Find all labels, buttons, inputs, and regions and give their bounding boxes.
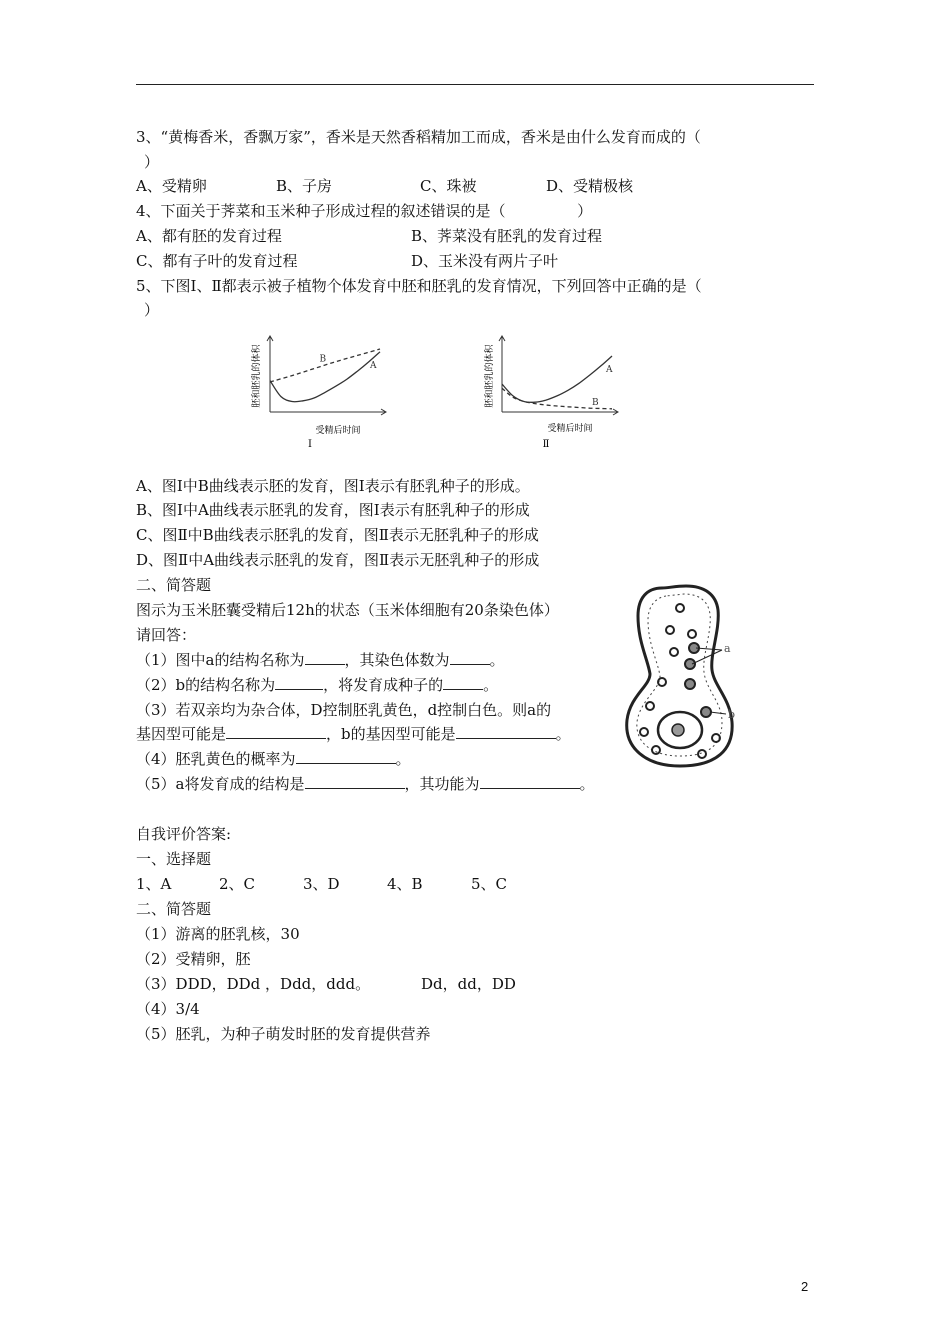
sq5-line — [136, 774, 595, 794]
sq3-line1: （3）若双亲均为杂合体，D控制胚乳黄色，d控制白色。则a的 — [136, 701, 552, 719]
q3-option-c: C、珠被 — [420, 177, 477, 195]
sq5-blank-1[interactable] — [305, 774, 405, 789]
sq3-text-a: 基因型可能是 — [136, 725, 227, 743]
chart-figure-1 — [248, 330, 398, 455]
q4-option-d: D、玉米没有两片子叶 — [411, 252, 559, 270]
answers-sub2: 二、简答题 — [136, 900, 212, 918]
answer-choice-1: 1、A — [136, 875, 172, 893]
q4-option-c: C、都有子叶的发育过程 — [136, 252, 298, 270]
sq4-text-b: 。 — [395, 750, 411, 768]
q3-option-a: A、受精卵 — [136, 177, 207, 195]
q5-stem-line1: 5、下图Ⅰ、Ⅱ都表示被子植物个体发育中胚和胚乳的发育情况，下列回答中正确的是（ — [136, 277, 702, 295]
answer-choice-3: 3、D — [303, 875, 340, 893]
chart2-series-A — [502, 356, 612, 402]
sq2-blank-1[interactable] — [275, 675, 323, 690]
q5-option-a: A、图Ⅰ中B曲线表示胚的发育，图Ⅰ表示有胚乳种子的形成。 — [136, 477, 530, 495]
page-number: 2 — [801, 1279, 809, 1294]
sq2-blank-2[interactable] — [443, 675, 483, 690]
label-a: a — [724, 642, 731, 655]
embryo-sac-outline — [627, 586, 732, 766]
chart1-caption: Ⅰ — [308, 439, 312, 450]
header-rule — [136, 84, 814, 85]
sq5-text-a: （5）a将发育成的结构是 — [136, 775, 305, 793]
answer-choice-2: 2、C — [219, 875, 256, 893]
answer-short-4: （4）3/4 — [136, 1000, 200, 1018]
sq4-blank[interactable] — [296, 749, 396, 764]
sq1-blank-2[interactable] — [450, 650, 490, 665]
q5-option-b: B、图Ⅰ中A曲线表示胚乳的发育，图Ⅰ表示有胚乳种子的形成 — [136, 501, 530, 519]
sq3-blank-1[interactable] — [226, 724, 326, 739]
chart1-series-label-B: B — [319, 354, 327, 365]
answer-short-3b: Dd，dd，DD — [421, 975, 516, 993]
chart2-xlabel: 受精后时间 — [547, 424, 593, 434]
answer-short-1: （1）游离的胚乳核，30 — [136, 925, 300, 943]
chart1-x-axis — [270, 409, 386, 415]
chart2-series-label-A: A — [606, 365, 613, 375]
chart-figure-2 — [478, 330, 628, 455]
q3-option-d: D、受精极核 — [546, 177, 634, 195]
sq1-text-c: 。 — [489, 651, 505, 669]
sq2-text-a: （2）b的结构名称为 — [136, 676, 276, 694]
sq2-text-c: 。 — [483, 676, 499, 694]
chart2-caption: Ⅱ — [542, 439, 550, 450]
q3-stem-line1: 3、“黄梅香米，香飘万家”，香米是天然香稻精加工而成，香米是由什么发育而成的（ — [136, 128, 701, 146]
embryo-sac-diagram — [622, 582, 750, 772]
chart1-y-axis — [267, 336, 273, 412]
sq5-text-b: ，其功能为 — [404, 775, 480, 793]
sq4-text-a: （4）胚乳黄色的概率为 — [136, 750, 296, 768]
answer-short-3a: （3）DDD，DDd ，Ddd，ddd。 — [136, 975, 371, 993]
q4-option-b: B、荠菜没有胚乳的发育过程 — [411, 227, 603, 245]
chart2-series-label-B: B — [592, 397, 599, 408]
sq3-blank-2[interactable] — [456, 724, 556, 739]
sq5-text-c: 。 — [579, 775, 595, 793]
answer-choice-4: 4、B — [387, 875, 423, 893]
sq1-blank-1[interactable] — [305, 650, 345, 665]
sq1-text-a: （1）图中a的结构名称为 — [136, 651, 305, 669]
sq2-line — [136, 675, 498, 695]
q3-stem-line2: ） — [144, 153, 160, 171]
label-b: b — [728, 708, 736, 721]
q4-stem: 4、下面关于荠菜和玉米种子形成过程的叙述错误的是（ ） — [136, 202, 593, 220]
answers-heading: 自我评价答案: — [136, 825, 232, 843]
sq3-text-b: ，b的基因型可能是 — [326, 725, 456, 743]
chart1-ylabel: 胚和胚乳的体积 — [252, 344, 262, 408]
section2-heading: 二、简答题 — [136, 576, 212, 594]
chart2-ylabel: 胚和胚乳的体积 — [485, 344, 495, 408]
chart2-y-axis — [499, 336, 505, 412]
answers-sub1: 一、选择题 — [136, 850, 212, 868]
sq1-text-b: ，其染色体数为 — [344, 651, 450, 669]
sq1-line — [136, 650, 505, 670]
q3-option-b: B、子房 — [276, 177, 333, 195]
sq3-line2 — [136, 724, 571, 744]
sq2-text-b: ，将发育成种子的 — [323, 676, 444, 694]
sq5-blank-2[interactable] — [480, 774, 580, 789]
section2-intro: 图示为玉米胚囊受精后12h的状态（玉米体细胞有20条染色体） — [136, 601, 559, 619]
answer-short-2: （2）受精卵，胚 — [136, 950, 251, 968]
sq3-text-c: 。 — [555, 725, 571, 743]
answer-choice-5: 5、C — [471, 875, 508, 893]
q4-option-a: A、都有胚的发育过程 — [136, 227, 282, 245]
answer-short-5: （5）胚乳，为种子萌发时胚的发育提供营养 — [136, 1025, 431, 1043]
q5-stem-line2: ） — [144, 301, 160, 319]
sq4-line — [136, 749, 411, 769]
q5-option-c: C、图Ⅱ中B曲线表示胚乳的发育，图Ⅱ表示无胚乳种子的形成 — [136, 526, 539, 544]
chart1-xlabel: 受精后时间 — [315, 426, 361, 436]
q5-option-d: D、图Ⅱ中A曲线表示胚乳的发育，图Ⅱ表示无胚乳种子的形成 — [136, 551, 540, 569]
chart1-series-label-A: A — [370, 360, 377, 371]
chart2-x-axis — [502, 409, 618, 415]
section2-prompt: 请回答： — [136, 626, 197, 644]
